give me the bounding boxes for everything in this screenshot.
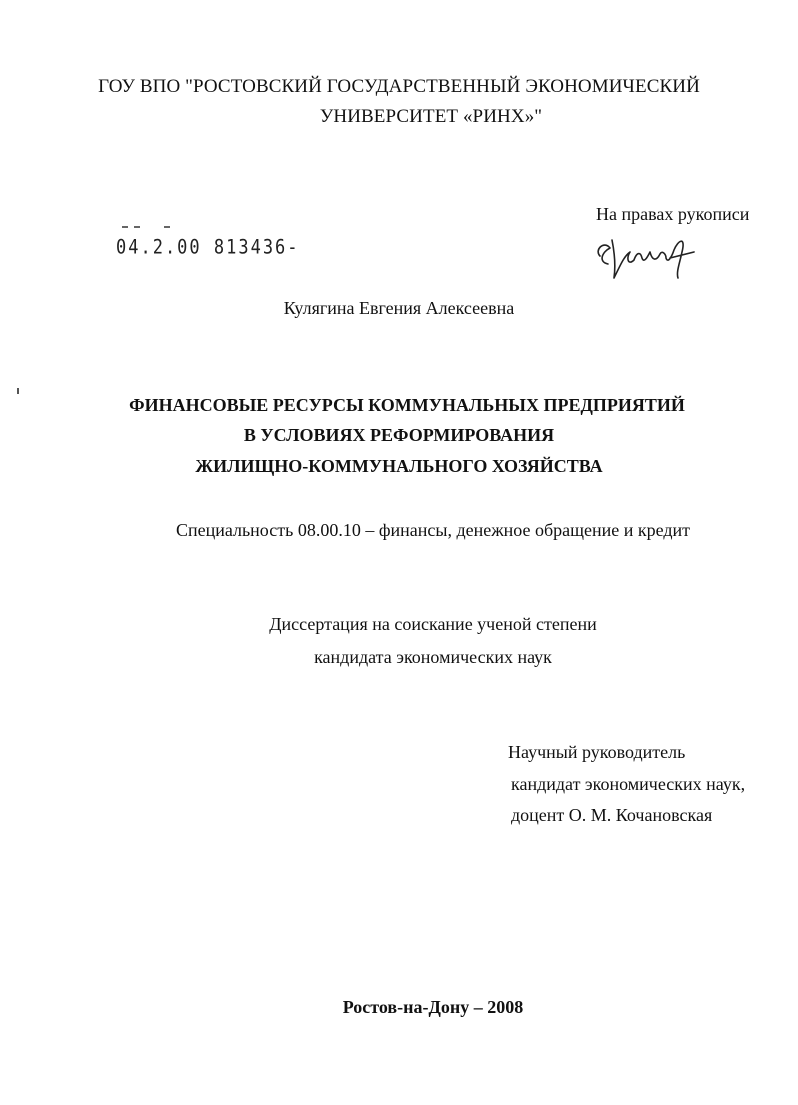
institution-line-1: ГОУ ВПО "РОСТОВСКИЙ ГОСУДАРСТВЕННЫЙ ЭКОНОМИЧЕСКИЙ — [98, 76, 700, 97]
author-name: Кулягина Евгения Алексеевна — [283, 298, 515, 318]
supervisor-name: доцент О. М. Кочановская — [511, 805, 713, 825]
supervisor-label: Научный руководитель — [508, 742, 686, 762]
degree-line-1: Диссертация на соискание ученой степени — [269, 614, 597, 634]
supervisor-degree: кандидат экономических наук, — [511, 774, 746, 794]
degree-line-2: кандидата экономических наук — [314, 647, 552, 667]
institution-line-2: УНИВЕРСИТЕТ «РИНХ»" — [319, 106, 543, 127]
title-line-1: ФИНАНСОВЫЕ РЕСУРСЫ КОММУНАЛЬНЫХ ПРЕДПРИЯТИЙ — [129, 395, 685, 415]
title-line-3: ЖИЛИЩНО-КОММУНАЛЬНОГО ХОЗЯЙСТВА — [195, 456, 603, 476]
stamp-marks — [120, 224, 170, 230]
author-signature — [590, 226, 700, 286]
title-line-2: В УСЛОВИЯХ РЕФОРМИРОВАНИЯ — [243, 425, 555, 445]
city-year: Ростов-на-Дону – 2008 — [342, 997, 524, 1017]
manuscript-note: На правах рукописи — [596, 204, 750, 224]
specialty: Специальность 08.00.10 – финансы, денежное обращение и кредит — [175, 520, 691, 540]
archive-stamp-number: 04.2.00 813436- — [116, 236, 300, 259]
